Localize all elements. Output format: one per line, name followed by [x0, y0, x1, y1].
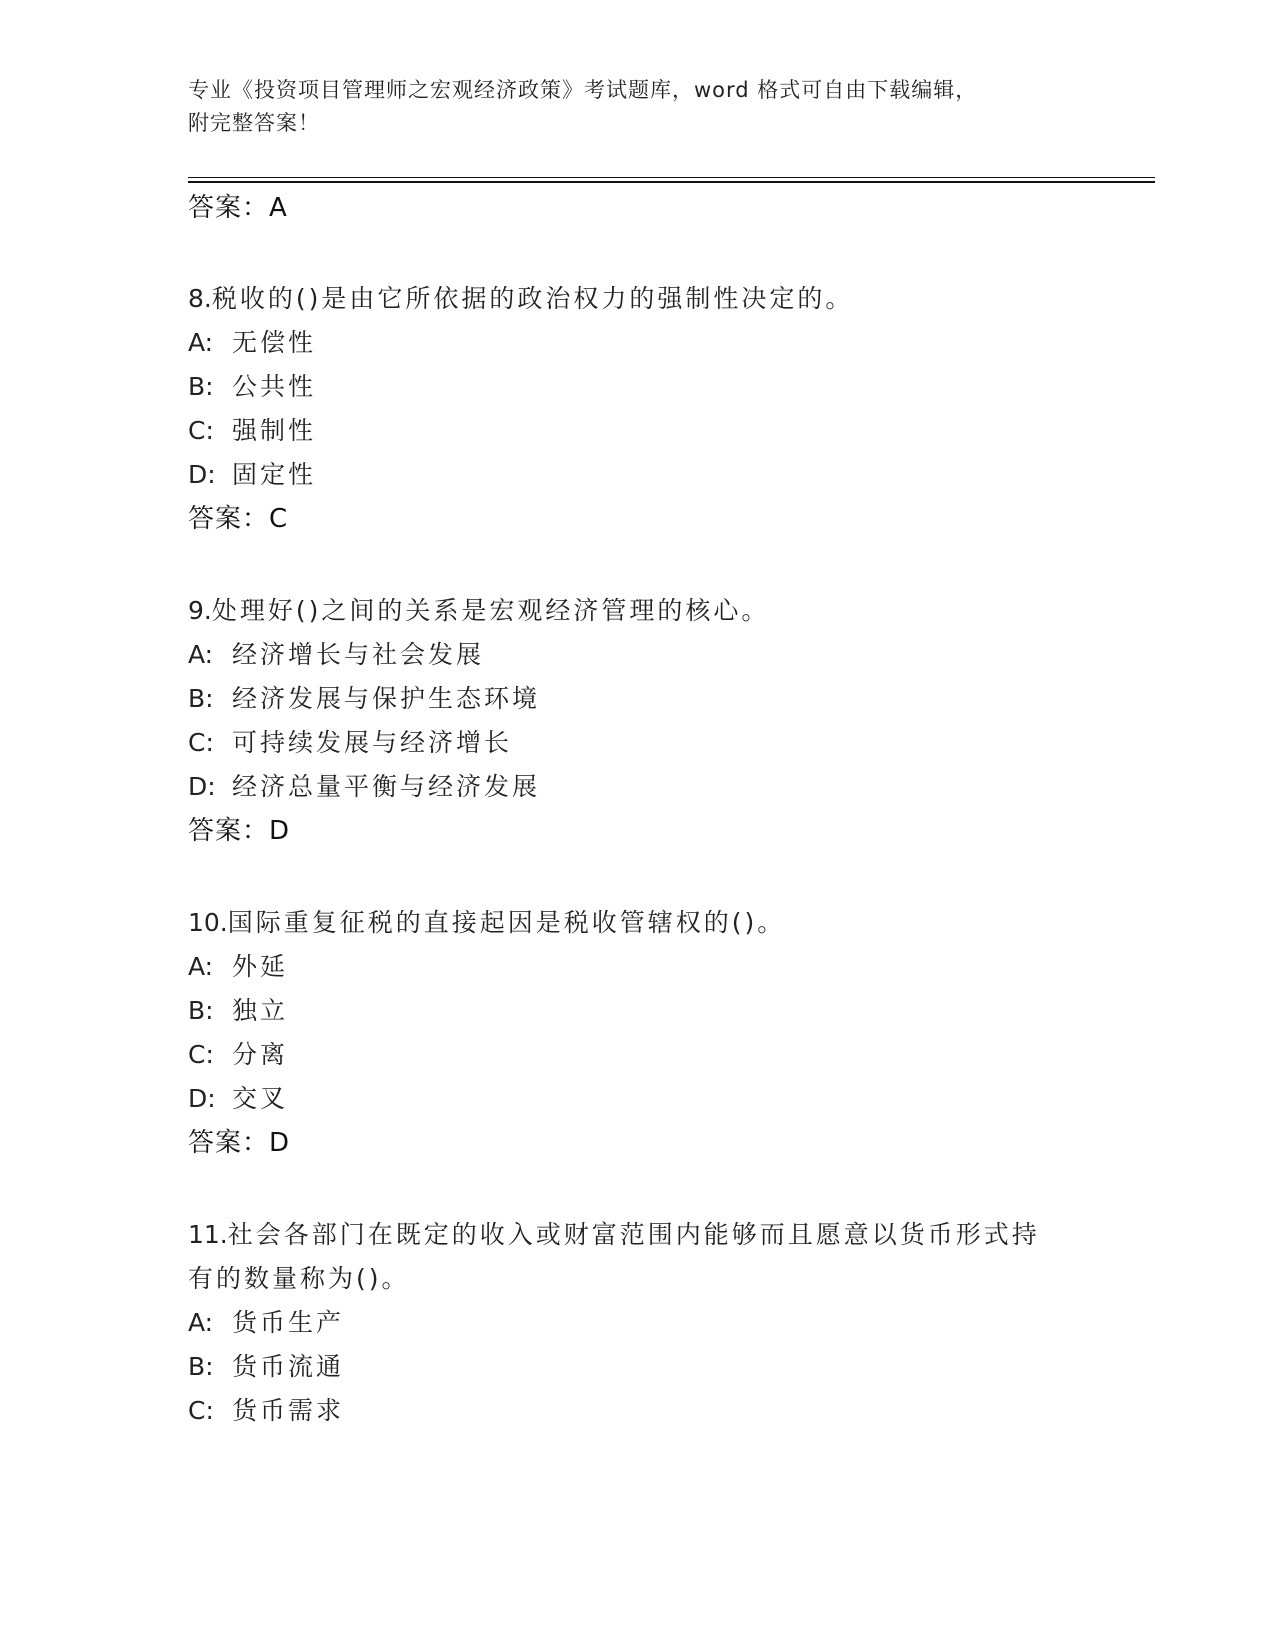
- option-letter: C:: [188, 728, 214, 757]
- option-text: 强制性: [232, 416, 317, 445]
- option-letter: B:: [188, 996, 214, 1025]
- question-11-stem: [188, 1220, 1040, 1250]
- question-number: 10.: [188, 908, 228, 937]
- option-text: 交叉: [232, 1084, 289, 1113]
- question-10-answer: 答案：D: [188, 1128, 291, 1158]
- option-letter: A:: [188, 328, 214, 357]
- option-text: 货币生产: [232, 1308, 345, 1337]
- question-8-answer: 答案：C: [188, 504, 289, 534]
- question-10-option-d: [188, 1084, 288, 1114]
- option-letter: B:: [188, 1352, 214, 1381]
- question-8-option-a: [188, 328, 316, 358]
- question-11-option-b: [188, 1352, 344, 1382]
- option-letter: C:: [188, 1040, 214, 1069]
- question-9-option-a: [188, 640, 484, 670]
- option-text: 经济增长与社会发展: [232, 640, 485, 669]
- option-text: 外延: [232, 952, 289, 981]
- option-letter: B:: [188, 372, 214, 401]
- question-10-option-a: [188, 952, 288, 982]
- option-letter: A:: [188, 640, 214, 669]
- option-text: 固定性: [232, 460, 317, 489]
- option-letter: A:: [188, 952, 214, 981]
- question-number: 8.: [188, 284, 212, 313]
- option-text: 货币流通: [232, 1352, 345, 1381]
- header-line-2: 附完整答案！: [188, 111, 320, 135]
- option-letter: C:: [188, 416, 214, 445]
- question-8-option-b: [188, 372, 316, 402]
- question-11-option-a: [188, 1308, 344, 1338]
- question-stem-line: 处理好()之间的关系是宏观经济管理的核心。: [211, 596, 770, 625]
- question-9-option-b: [188, 684, 540, 714]
- question-10-option-c: [188, 1040, 288, 1070]
- option-text: 分离: [232, 1040, 289, 1069]
- header-divider-thick: [188, 181, 1155, 183]
- question-8-option-d: [188, 460, 316, 490]
- document-header: [188, 74, 1068, 140]
- prev-answer: 答案：A: [188, 193, 288, 223]
- question-8-option-c: [188, 416, 316, 446]
- question-9-option-d: [188, 772, 540, 802]
- header-line-1: 专业《投资项目管理师之宏观经济政策》考试题库，word 格式可自由下载编辑，: [188, 78, 978, 102]
- option-letter: B:: [188, 684, 214, 713]
- question-11-stem-continued: 有的数量称为()。: [188, 1264, 410, 1293]
- question-8-stem: [188, 284, 853, 314]
- option-text: 独立: [232, 996, 289, 1025]
- question-10-stem: [188, 908, 785, 938]
- question-number: 11.: [188, 1220, 228, 1249]
- question-stem-line: 社会各部门在既定的收入或财富范围内能够而且愿意以货币形式持: [227, 1220, 1040, 1249]
- question-stem-line: 税收的()是由它所依据的政治权力的强制性决定的。: [211, 284, 854, 313]
- question-stem-line: 国际重复征税的直接起因是税收管辖权的()。: [227, 908, 786, 937]
- option-text: 公共性: [232, 372, 317, 401]
- header-divider-thin: [188, 177, 1155, 178]
- option-letter: A:: [188, 1308, 214, 1337]
- question-11-option-c: [188, 1396, 344, 1426]
- option-text: 经济发展与保护生态环境: [232, 684, 541, 713]
- option-letter: C:: [188, 1396, 214, 1425]
- option-letter: D:: [188, 772, 216, 801]
- option-text: 经济总量平衡与经济发展: [232, 772, 541, 801]
- question-9-answer: 答案：D: [188, 816, 291, 846]
- question-number: 9.: [188, 596, 212, 625]
- option-text: 货币需求: [232, 1396, 345, 1425]
- question-9-stem: [188, 596, 769, 626]
- question-10-option-b: [188, 996, 288, 1026]
- option-text: 可持续发展与经济增长: [232, 728, 513, 757]
- option-text: 无偿性: [232, 328, 317, 357]
- option-letter: D:: [188, 460, 216, 489]
- question-9-option-c: [188, 728, 512, 758]
- option-letter: D:: [188, 1084, 216, 1113]
